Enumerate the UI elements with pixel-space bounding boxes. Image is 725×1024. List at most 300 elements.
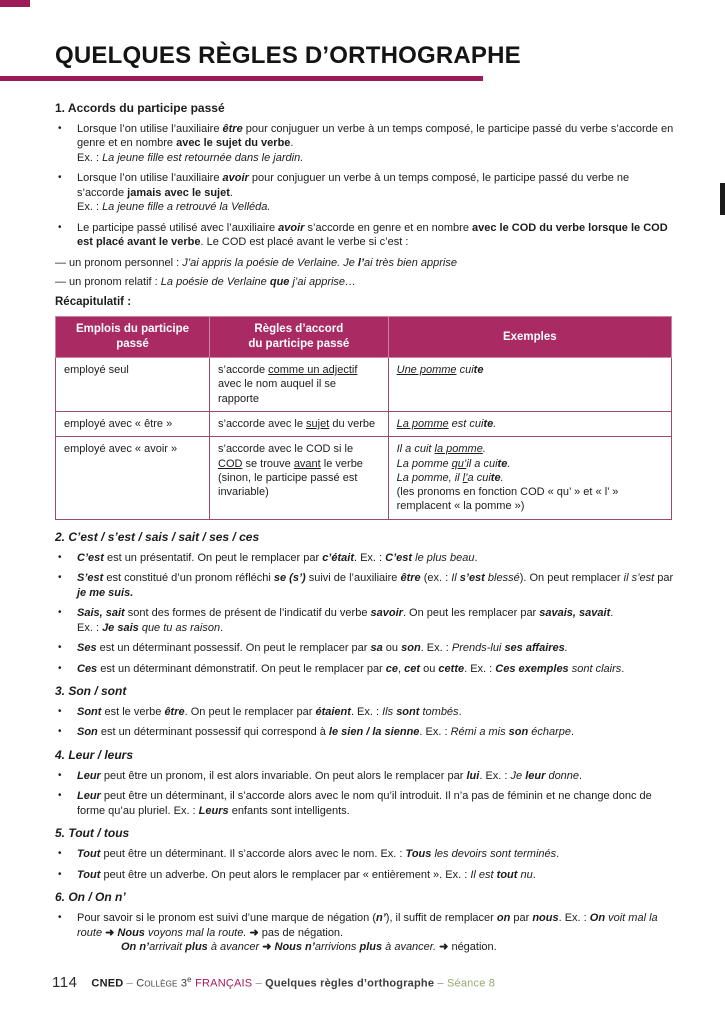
item-text	[77, 911, 677, 955]
section-heading: 6. On / On n’	[55, 890, 126, 905]
text-segment: Pour savoir si le pronom est suivi d’une marque de négation (	[77, 912, 376, 925]
text-segment: écharpe	[528, 726, 572, 739]
text-segment: Ex. :	[77, 621, 103, 634]
text-segment: La jeune fille a retrouvé la Velléda.	[102, 201, 271, 214]
text-segment: .	[493, 417, 497, 430]
text-segment: peut être un déterminant, il s’accorde alors avec le nom qu’il introduit. Il n’a pas de féminin et ne change donc de forme qu’au pluriel. Ex. :	[77, 790, 652, 817]
text-segment: Je	[510, 769, 526, 782]
text-segment: est constitué d’un pronom réfléchi	[103, 572, 274, 585]
table-header-cell: Emplois du participe passé	[56, 317, 210, 358]
text-segment: ➜	[262, 941, 275, 954]
text-segment: .	[621, 662, 625, 675]
text-segment: Leurs	[198, 804, 229, 817]
text-segment: Séance 8	[447, 978, 496, 990]
text-segment: C’est	[385, 551, 413, 564]
text-segment: que tu as raison	[138, 621, 221, 634]
text-segment: arrivait	[149, 941, 186, 954]
bullet-item	[55, 221, 677, 250]
table-cell	[56, 437, 210, 519]
text-segment: Nous	[117, 926, 145, 939]
text-segment: te	[490, 471, 501, 484]
table-header-cell: Règles d’accord du participe passé	[210, 317, 389, 358]
text-segment: n’	[376, 912, 386, 925]
bullet-marker: •	[58, 221, 62, 233]
item-text	[77, 868, 677, 883]
document-content	[55, 93, 677, 961]
text-segment: peut être un déterminant. Il s’accorde alors avec le nom. Ex. :	[100, 848, 406, 861]
summary-table	[55, 316, 672, 520]
text-segment: plus	[359, 941, 383, 954]
item-text	[55, 275, 677, 290]
text-segment: la pomme	[434, 443, 483, 456]
text-segment: sa	[370, 642, 383, 655]
text-line	[397, 485, 663, 514]
text-line	[77, 940, 677, 955]
text-segment: .	[482, 443, 486, 456]
bullet-marker: •	[58, 607, 62, 619]
text-segment: .	[474, 551, 478, 564]
text-line	[77, 847, 677, 862]
text-segment: ou	[382, 642, 402, 655]
text-segment: .	[610, 607, 614, 620]
text-segment: employé avec « avoir »	[64, 443, 178, 456]
text-segment: est le verbe	[101, 705, 165, 718]
text-segment: ➜	[105, 926, 118, 939]
text-segment: c’était	[322, 551, 354, 564]
text-segment: Prends-lui	[451, 642, 505, 655]
sections-rest	[55, 530, 677, 955]
text-line	[397, 442, 663, 456]
text-segment: Ex. :	[77, 151, 103, 164]
bullet-marker: •	[58, 790, 62, 802]
text-line	[64, 417, 201, 431]
section-heading: 1. Accords du participe passé	[55, 101, 225, 115]
text-segment: –	[252, 978, 266, 990]
text-segment: Collège 3	[136, 978, 188, 990]
bullet-marker: •	[58, 122, 62, 134]
text-segment: sont des formes de présent de l’indicatif du verbe	[124, 607, 371, 620]
bullet-item	[55, 769, 677, 784]
text-segment: ). On peut remplacer	[519, 572, 624, 585]
text-segment: avec le sujet du verbe	[176, 137, 291, 150]
text-segment: — un pronom personnel :	[55, 256, 183, 269]
text-segment: par	[510, 912, 533, 925]
text-line	[64, 442, 201, 456]
text-segment: nu	[517, 868, 533, 881]
text-segment: La pomme	[396, 417, 449, 430]
text-segment: . Ex. :	[464, 662, 496, 675]
text-segment: Quelques règles d’orthographe	[265, 978, 435, 990]
text-segment: a cui	[467, 471, 491, 484]
text-segment: ou	[420, 662, 439, 675]
item-text	[77, 705, 677, 720]
text-segment: voyons mal la route.	[144, 926, 247, 939]
text-segment: est un déterminant possessif qui correspond à	[97, 726, 329, 739]
text-segment: les devoirs sont terminés	[431, 848, 557, 861]
text-segment: .	[532, 868, 536, 881]
item-text	[77, 171, 677, 215]
bullet-item	[55, 571, 677, 600]
text-segment: Ils	[382, 705, 397, 718]
section-heading: 3. Son / sont	[55, 684, 127, 699]
bullet-item	[55, 171, 677, 215]
text-segment: il s’est	[623, 572, 655, 585]
bullet-marker: •	[58, 769, 62, 781]
item-text	[77, 847, 677, 862]
text-segment: que	[269, 276, 290, 289]
text-segment: se (s’)	[273, 572, 306, 585]
item-text	[77, 725, 677, 740]
text-segment: La pomme	[396, 457, 452, 470]
text-segment: S’est	[77, 572, 104, 585]
text-line	[77, 221, 677, 250]
text-segment: . On peut les remplacer par	[402, 607, 540, 620]
text-segment: . Ex. :	[420, 642, 452, 655]
text-segment: Nous n’	[274, 941, 315, 954]
text-line	[77, 621, 677, 636]
item-text	[77, 641, 677, 656]
text-line	[55, 275, 677, 290]
text-line	[77, 171, 677, 200]
text-segment: C’est	[77, 551, 104, 564]
recap-label: Récapitulatif :	[55, 295, 132, 308]
text-segment: suivi de l’auxiliaire	[305, 572, 401, 585]
text-segment: . Ex. :	[558, 912, 590, 925]
text-segment: on	[496, 912, 511, 925]
bullet-marker: •	[58, 848, 62, 860]
table-cell	[388, 437, 671, 519]
table-body	[56, 358, 672, 520]
title-underline	[0, 76, 483, 81]
bullet-marker: •	[58, 912, 62, 924]
dash-item	[55, 256, 677, 271]
text-segment: –	[434, 978, 447, 990]
text-line	[218, 417, 380, 431]
text-segment: sont clairs	[568, 662, 622, 675]
text-segment: .	[507, 457, 511, 470]
text-segment: s’accorde avec le	[218, 417, 307, 430]
text-segment: donne	[545, 769, 580, 782]
text-segment: le plus beau	[412, 551, 475, 564]
text-segment: COD	[218, 457, 243, 470]
item-text	[77, 789, 677, 818]
text-segment: La jeune fille est retournée dans le jardin.	[102, 151, 304, 164]
text-segment: .	[229, 186, 233, 199]
text-segment: s’accorde en genre et en nombre	[304, 221, 473, 234]
text-segment: Leur	[77, 790, 101, 803]
text-segment: ses affaires	[504, 642, 565, 655]
text-segment: être	[222, 122, 243, 135]
text-line	[77, 641, 677, 656]
text-segment: pour conjuguer un verbe à un temps composé, le participe passé du verbe ne s’accorde	[77, 172, 630, 199]
table-cell	[388, 358, 671, 412]
bullet-item	[55, 725, 677, 740]
text-segment: Sont	[77, 705, 102, 718]
text-segment: arrivions	[314, 941, 360, 954]
text-segment: ➜	[439, 941, 449, 954]
text-segment: Je sais	[102, 621, 139, 634]
text-segment: savais, savait	[539, 607, 611, 620]
text-segment: .	[458, 705, 462, 718]
text-segment: On n’	[121, 941, 150, 954]
text-line	[64, 363, 201, 377]
text-segment: avec le nom auquel il se rapporte	[218, 378, 337, 405]
text-segment: avoir	[222, 172, 249, 185]
text-line	[77, 571, 677, 600]
text-segment: étaient	[315, 705, 351, 718]
text-segment: CNED	[91, 978, 124, 990]
table-cell	[210, 358, 389, 412]
text-segment: . Le COD est placé avant le verbe si c’est :	[200, 236, 409, 249]
text-segment: ce	[385, 662, 399, 675]
text-segment: . Ex. :	[353, 551, 386, 564]
text-segment: du verbe	[329, 417, 376, 430]
text-segment: à avancer.	[382, 941, 437, 954]
text-line	[77, 868, 677, 883]
text-segment: peut être un pronom, il est alors invariable. On peut alors le remplacer par	[100, 769, 467, 782]
text-segment: Leur	[77, 769, 101, 782]
table-row	[56, 358, 672, 412]
text-segment: employé avec « être »	[64, 417, 173, 430]
text-segment: peut être un adverbe. On peut alors le remplacer par « entièrement ». Ex. :	[100, 868, 471, 881]
page-footer	[52, 974, 495, 991]
section-heading: 2. C’est / s’est / sais / sait / ses / ces	[55, 529, 260, 544]
bullet-item	[55, 911, 677, 955]
bullet-item	[55, 122, 677, 166]
text-segment: Il est	[470, 868, 497, 881]
bullet-marker: •	[58, 551, 62, 563]
text-segment: comme un adjectif	[268, 364, 358, 377]
text-segment: pas de négation.	[258, 926, 344, 939]
text-segment: Ces	[77, 662, 98, 675]
bullet-item	[55, 789, 677, 818]
text-segment: sujet	[306, 417, 330, 430]
text-segment: est un déterminant possessif. On peut le remplacer par	[96, 642, 371, 655]
text-line	[218, 442, 380, 499]
bullet-marker: •	[58, 172, 62, 184]
table-row	[56, 411, 672, 436]
text-segment: On	[589, 912, 606, 925]
text-segment: lui	[466, 769, 480, 782]
text-segment: Son	[77, 726, 98, 739]
text-segment: .	[220, 621, 224, 634]
text-segment: .	[500, 471, 504, 484]
text-segment: l’	[357, 256, 365, 269]
text-segment: cui	[456, 364, 474, 377]
text-segment: s’accorde	[218, 364, 269, 377]
dash-item	[55, 275, 677, 290]
text-segment: te	[497, 457, 508, 470]
text-line	[77, 769, 677, 784]
bullet-item	[55, 641, 677, 656]
text-segment: Il	[451, 572, 460, 585]
text-segment: Le participe passé utilisé avec l’auxiliaire	[77, 221, 279, 234]
text-segment: Ses	[77, 642, 97, 655]
text-segment: Lorsque l’on utilise l’auxiliaire	[77, 172, 223, 185]
text-segment: — un pronom relatif :	[55, 276, 161, 289]
section-heading: 5. Tout / tous	[55, 826, 130, 841]
text-segment: ,	[398, 662, 405, 675]
text-line	[77, 606, 677, 621]
text-segment: savoir	[370, 607, 403, 620]
text-line	[77, 725, 677, 740]
text-line	[77, 789, 677, 818]
text-segment: plus	[185, 941, 208, 954]
text-line	[77, 911, 677, 940]
page-title: QUELQUES RÈGLES D’ORTHOGRAPHE	[55, 42, 521, 69]
table-cell	[210, 411, 389, 436]
text-segment: à avancer	[207, 941, 263, 954]
text-segment: Ces exemples	[495, 662, 569, 675]
table-header-row	[56, 317, 672, 358]
text-segment: employé seul	[64, 364, 129, 377]
text-segment: est un présentatif. On peut le remplacer par	[103, 551, 323, 564]
table-cell	[210, 437, 389, 519]
text-line	[77, 705, 677, 720]
text-segment: avant	[293, 457, 321, 470]
footer-meta	[91, 975, 495, 990]
text-segment: Rémi a mis	[450, 726, 509, 739]
text-segment: .	[579, 769, 583, 782]
text-segment: te	[473, 364, 484, 377]
table-row	[56, 437, 672, 519]
table-cell	[56, 358, 210, 412]
bullet-item	[55, 662, 677, 677]
item-text	[77, 122, 677, 166]
bullet-item	[55, 847, 677, 862]
item-text	[77, 221, 677, 250]
text-segment: avec le COD du verbe lorsque le COD est placé avant le verbe	[77, 221, 668, 249]
text-segment: j’ai apprise…	[289, 276, 357, 289]
text-segment: ai très bien apprise	[364, 256, 457, 269]
text-segment: .	[564, 642, 568, 655]
text-segment: tout	[496, 868, 518, 881]
text-line	[397, 471, 663, 485]
text-segment: jamais avec le sujet	[127, 186, 230, 199]
text-line	[218, 363, 380, 406]
text-segment: son	[401, 642, 421, 655]
text-segment: est cui	[448, 417, 484, 430]
text-segment: .	[290, 137, 294, 150]
text-segment: leur	[525, 769, 546, 782]
text-segment: blessé	[484, 572, 520, 585]
text-line	[55, 256, 677, 271]
text-segment: Il a cuit	[396, 443, 435, 456]
text-line	[397, 363, 663, 377]
text-segment: son	[508, 726, 529, 739]
text-segment: . Ex. :	[419, 726, 451, 739]
text-line	[77, 662, 677, 677]
text-segment: (les pronoms en fonction COD « qu’ » et « l’ » remplacent « la pomme »)	[396, 486, 619, 513]
text-segment: tombés	[419, 705, 459, 718]
text-segment: être	[400, 572, 421, 585]
text-segment: La pomme, il	[396, 471, 463, 484]
text-line	[77, 551, 677, 566]
edge-tab-marker	[720, 183, 725, 215]
text-segment: Tout	[77, 868, 101, 881]
text-segment: e	[187, 975, 192, 985]
text-line	[77, 151, 677, 166]
bullet-marker: •	[58, 705, 62, 717]
text-segment: sont	[396, 705, 420, 718]
bullet-item	[55, 606, 677, 635]
text-segment: .	[556, 848, 560, 861]
text-line	[77, 122, 677, 151]
item-text	[77, 606, 677, 635]
text-segment: négation.	[448, 941, 497, 954]
text-segment: te	[483, 417, 494, 430]
text-segment: le sien / la sienne	[328, 726, 420, 739]
text-segment: –	[123, 978, 137, 990]
text-segment: Une pomme	[396, 364, 457, 377]
table-head	[56, 317, 672, 358]
item-text	[77, 551, 677, 566]
text-segment: nous	[532, 912, 559, 925]
item-text	[55, 256, 677, 271]
table-header-cell: Exemples	[388, 317, 671, 358]
text-line	[397, 417, 663, 431]
bullet-marker: •	[58, 868, 62, 880]
bullet-item	[55, 551, 677, 566]
section-heading: 4. Leur / leurs	[55, 748, 134, 762]
item-text	[77, 769, 677, 784]
text-segment: je me suis.	[77, 586, 134, 599]
text-segment: est un déterminant démonstratif. On peut le remplacer par	[97, 662, 386, 675]
text-segment: s’est	[459, 572, 485, 585]
text-segment: Tous	[405, 848, 432, 861]
text-segment: pour conjuguer un verbe à un temps composé, le participe passé du verbe s’accorde en genre et en nombre	[77, 122, 674, 150]
text-segment: être	[164, 705, 185, 718]
text-segment: l’	[462, 471, 468, 484]
text-segment: .	[571, 726, 575, 739]
text-segment: enfants sont intelligents.	[228, 804, 350, 817]
page-number: 114	[52, 974, 78, 991]
table-cell	[388, 411, 671, 436]
text-segment: avoir	[278, 221, 305, 234]
bullet-marker: •	[58, 642, 62, 654]
corner-accent-bar	[0, 0, 30, 7]
text-segment: . Ex. :	[479, 769, 511, 782]
bullet-marker: •	[58, 726, 62, 738]
text-segment: Lorsque l’on utilise l’auxiliaire	[77, 122, 223, 135]
text-segment: cette	[438, 662, 465, 675]
text-segment: voit mal la route	[77, 912, 658, 939]
text-segment: qu’	[451, 457, 467, 470]
bullet-item	[55, 868, 677, 883]
text-segment: se trouve	[242, 457, 294, 470]
text-segment: ), il suffit de remplacer	[385, 912, 497, 925]
text-segment: Tout	[77, 848, 101, 861]
text-segment: il a cui	[466, 457, 498, 470]
bullet-item	[55, 705, 677, 720]
item-text	[77, 662, 677, 677]
bullet-marker: •	[58, 662, 62, 674]
bullet-marker: •	[58, 572, 62, 584]
text-segment: Ex. :	[77, 201, 103, 214]
text-segment: J’ai appris la poésie de Verlaine. Je	[182, 256, 358, 269]
item-text	[77, 571, 677, 600]
text-segment: le verbe (sinon, le participe passé est invariable)	[218, 457, 363, 499]
text-segment: par	[654, 572, 674, 585]
section-accords	[55, 101, 677, 290]
text-line	[77, 200, 677, 215]
text-segment: . On peut le remplacer par	[184, 705, 316, 718]
text-line	[397, 457, 663, 471]
text-segment: s’accorde avec le COD si le	[218, 443, 354, 456]
table-cell	[56, 411, 210, 436]
text-segment: ➜	[249, 926, 259, 939]
text-segment: (ex. :	[420, 572, 452, 585]
